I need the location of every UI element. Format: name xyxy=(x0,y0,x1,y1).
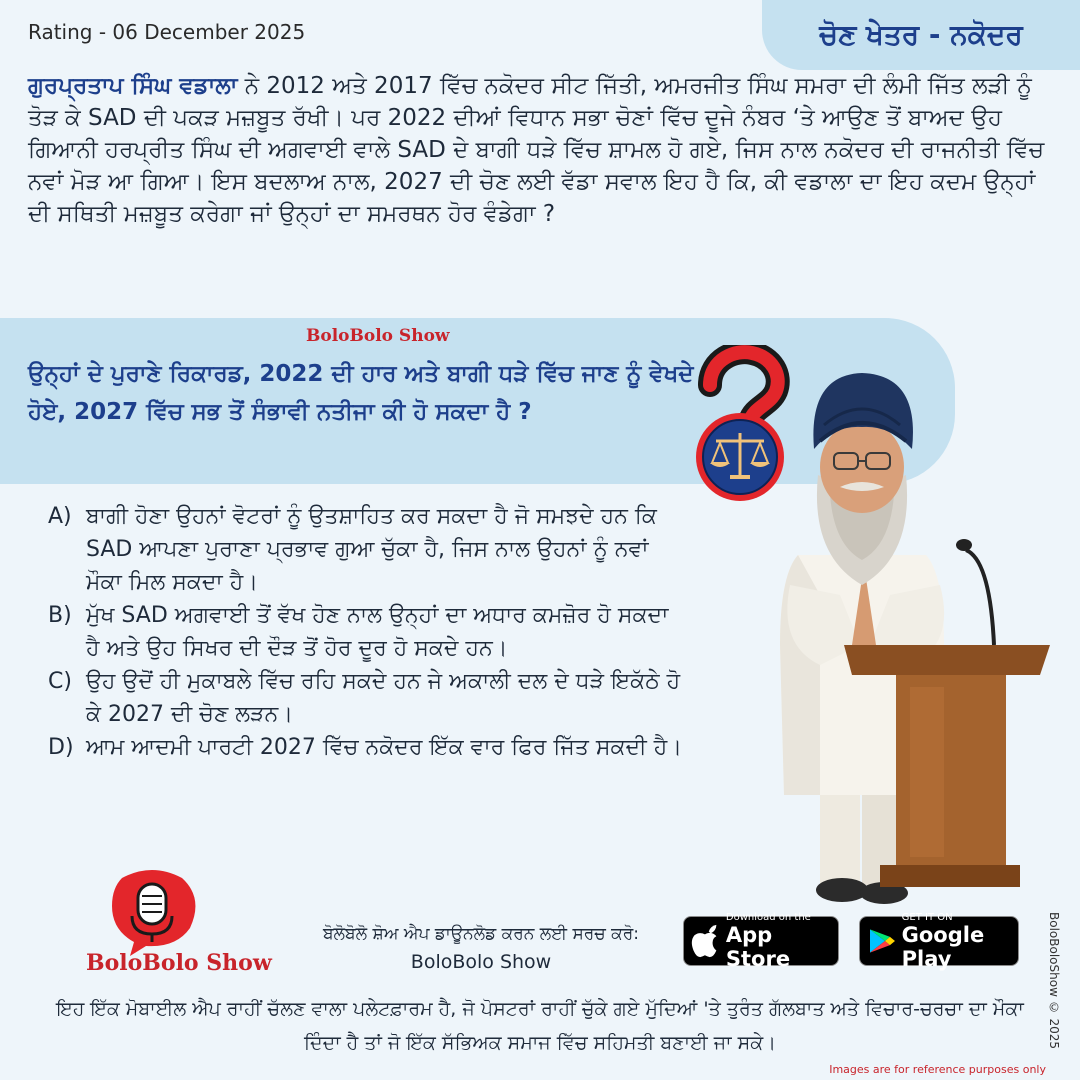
option-text: ਆਮ ਆਦਮੀ ਪਾਰਟੀ 2027 ਵਿੱਚ ਨਕੋਦਰ ਇੱਕ ਵਾਰ ਫਿਰ ਜਿੱਤ ਸਕਦੀ ਹੈ। xyxy=(86,735,683,760)
apple-icon xyxy=(684,921,726,961)
reference-note: Images are for reference purposes only xyxy=(829,1063,1046,1076)
option-d[interactable] xyxy=(48,731,688,764)
answer-options xyxy=(48,500,688,764)
app-store-big-text: App Store xyxy=(725,922,791,971)
constituency-badge xyxy=(762,0,1080,70)
option-text: ਉਹ ਉਦੋਂ ਹੀ ਮੁਕਾਬਲੇ ਵਿੱਚ ਰਹਿ ਸਕਦੇ ਹਨ ਜੇ ਅਕਾਲੀ ਦਲ ਦੇ ਧੜੇ ਇਕੱਠੇ ਹੋ ਕੇ 2027 ਦੀ ਚੋਣ ਲੜਨ। xyxy=(86,669,681,727)
option-letter: A) xyxy=(48,504,72,529)
constituency-label: ਚੋਣ ਖੇਤਰ - ਨਕੋਦਰ xyxy=(819,18,1023,51)
app-search-info xyxy=(298,920,664,976)
microphone-icon xyxy=(86,868,246,958)
app-store-small-text: Download on the xyxy=(725,911,811,923)
option-a[interactable] xyxy=(48,500,688,599)
option-b[interactable] xyxy=(48,599,688,665)
app-store-button[interactable] xyxy=(683,911,839,971)
intro-highlight-name: ਗੁਰਪ੍ਰਤਾਪ ਸਿੰਘ ਵਡਾਲਾ xyxy=(28,73,238,99)
option-text: ਬਾਗੀ ਹੋਣਾ ਉਹਨਾਂ ਵੋਟਰਾਂ ਨੂੰ ਉਤਸ਼ਾਹਿਤ ਕਰ ਸਕਦਾ ਹੈ ਜੋ ਸਮਝਦੇ ਹਨ ਕਿ SAD ਆਪਣਾ ਪੁਰਾਣਾ ਪ੍ਰਭਾਵ ਗੁਆ ਚੁੱਕਾ ਹੈ, ਜਿਸ ਨਾਲ ਉਹਨਾਂ ਨੂੰ ਨਵਾਂ ਮੌਕਾ ਮਿਲ ਸਕਦਾ ਹੈ। xyxy=(86,504,657,595)
google-play-icon xyxy=(860,921,902,961)
bolobolo-logo-text: BoloBolo Show xyxy=(86,950,272,976)
option-letter: B) xyxy=(48,603,72,628)
option-letter: C) xyxy=(48,669,72,694)
footer-description: ਇਹ ਇੱਕ ਮੋਬਾਈਲ ਐਪ ਰਾਹੀਂ ਚੱਲਣ ਵਾਲਾ ਪਲੇਟਫ਼ਾਰਮ ਹੈ, ਜੋ ਪੋਸਟਰਾਂ ਰਾਹੀਂ ਚੁੱਕੇ ਗਏ ਮੁੱਦਿਆਂ 'ਤੇ ਤੁਰੰਤ ਗੱਲਬਾਤ ਅਤੇ ਵਿਚਾਰ-ਚਰਚਾ ਦਾ ਮੌਕਾ ਦਿੰਦਾ ਹੈ ਤਾਂ ਜੋ ਇੱਕ ਸੱਭਿਅਕ ਸਮਾਜ ਵਿੱਚ ਸਹਿਮਤੀ ਬਣਾਈ ਜਾ ਸਕੇ। xyxy=(56,998,1024,1054)
option-text: ਮੁੱਖ SAD ਅਗਵਾਈ ਤੋਂ ਵੱਖ ਹੋਣ ਨਾਲ ਉਨ੍ਹਾਂ ਦਾ ਅਧਾਰ ਕਮਜ਼ੋਰ ਹੋ ਸਕਦਾ ਹੈ ਅਤੇ ਉਹ ਸਿਖਰ ਦੀ ਦੌੜ ਤੋਂ ਹੋਰ ਦੂਰ ਹੋ ਸਕਦੇ ਹਨ। xyxy=(86,603,669,661)
question-brand-label: BoloBolo Show xyxy=(306,326,450,346)
politician-illustration xyxy=(760,345,1050,915)
google-play-small-text: GET IT ON xyxy=(901,911,953,923)
google-play-big-text: Google Play xyxy=(901,922,985,971)
search-instruction: ਬੋਲੋਬੋਲੋ ਸ਼ੋਅ ਐਪ ਡਾਊਨਲੋਡ ਕਰਨ ਲਈ ਸਰਚ ਕਰੋ: xyxy=(322,924,640,944)
intro-paragraph xyxy=(28,70,1058,230)
option-letter: D) xyxy=(48,735,74,760)
rating-date: Rating - 06 December 2025 xyxy=(28,20,306,44)
intro-text: ਨੇ 2012 ਅਤੇ 2017 ਵਿੱਚ ਨਕੋਦਰ ਸੀਟ ਜਿੱਤੀ, ਅਮਰਜੀਤ ਸਿੰਘ ਸਮਰਾ ਦੀ ਲੰਮੀ ਜਿੱਤ ਲੜੀ ਨੂੰ ਤੋੜ ਕੇ SAD ਦੀ ਪਕੜ ਮਜ਼ਬੂਤ ਰੱਖੀ। ਪਰ 2022 ਦੀਆਂ ਵਿਧਾਨ ਸਭਾ ਚੋਣਾਂ ਵਿੱਚ ਦੂਜੇ ਨੰਬਰ ‘ਤੇ ਆਉਣ ਤੋਂ ਬਾਅਦ ਉਹ ਗਿਆਨੀ ਹਰਪ੍ਰੀਤ ਸਿੰਘ ਦੀ ਅਗਵਾਈ ਵਾਲੇ SAD ਦੇ ਬਾਗੀ ਧੜੇ ਵਿੱਚ ਸ਼ਾਮਲ ਹੋ ਗਏ, ਜਿਸ ਨਾਲ ਨਕੋਦਰ ਦੀ ਰਾਜਨੀਤੀ ਵਿੱਚ ਨਵਾਂ ਮੋੜ ਆ ਗਿਆ। ਇਸ ਬਦਲਾਅ ਨਾਲ, 2027 ਦੀ ਚੋਣ ਲਈ ਵੱਡਾ ਸਵਾਲ ਇਹ ਹੈ ਕਿ, ਕੀ ਵਡਾਲਾ ਦਾ ਇਹ ਕਦਮ ਉਨ੍ਹਾਂ ਦੀ ਸਥਿਤੀ ਮਜ਼ਬੂਤ ਕਰੇਗਾ ਜਾਂ ਉਨ੍ਹਾਂ ਦਾ ਸਮਰਥਨ ਹੋਰ ਵੰਡੇਗਾ ? xyxy=(28,73,1045,227)
google-play-button[interactable] xyxy=(859,911,1019,971)
question-text: ਉਨ੍ਹਾਂ ਦੇ ਪੁਰਾਣੇ ਰਿਕਾਰਡ, 2022 ਦੀ ਹਾਰ ਅਤੇ ਬਾਗੀ ਧੜੇ ਵਿੱਚ ਜਾਣ ਨੂੰ ਵੇਖਦੇ ਹੋਏ, 2027 ਵਿੱਚ ਸਭ ਤੋਂ ਸੰਭਾਵੀ ਨਤੀਜਾ ਕੀ ਹੋ ਸਕਦਾ ਹੈ ? xyxy=(28,361,694,425)
copyright-vertical: BoloBoloShow © 2025 xyxy=(1047,912,1061,1050)
app-name: BoloBolo Show xyxy=(410,951,552,973)
option-c[interactable] xyxy=(48,665,688,731)
